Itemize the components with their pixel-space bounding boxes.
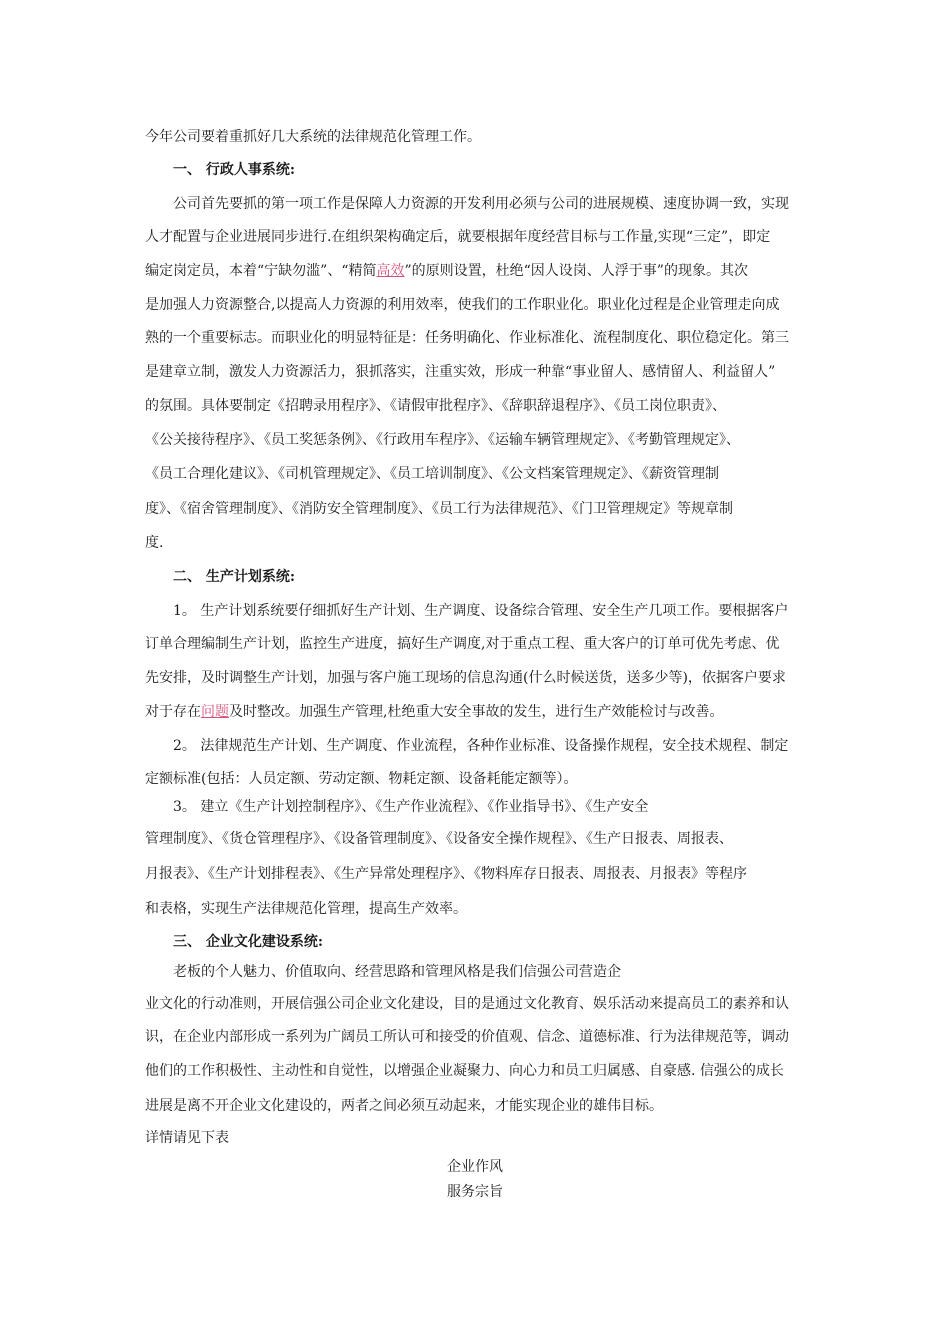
paragraph-line: 进展是离不开企业文化建设的，两者之间必须互动起来，才能实现企业的雄伟目标。 (145, 1098, 663, 1114)
paragraph-line (145, 702, 723, 722)
paragraph-line: 人才配置与企业进展同步进行.在组织架构确定后，就要根据年度经营目标与工作量,实现“三定”，即定 (145, 229, 771, 245)
paragraph-line: 订单合理编制生产计划，监控生产进度，搞好生产调度,对于重点工程、重大客户的订单可优先考虑、优 (145, 636, 780, 652)
text-segment: 编定岗定员，本着“宁缺勿滥”、“精简 (145, 263, 377, 279)
paragraph-line (145, 261, 748, 281)
paragraph-line: 2。 法律规范生产计划、生产调度、作业流程，各种作业标准、设备操作规程，安全技术规程、制定 (173, 738, 789, 754)
footer-note: 详情请见下表 (145, 1130, 229, 1146)
paragraph-line: 他们的工作积极性、主动性和自觉性，以增强企业凝聚力、向心力和员工归属感、自豪感. 信强公的成长 (145, 1063, 784, 1079)
paragraph-line: 的氛围。具体要制定《招聘录用程序》、《请假审批程序》、《辞职辞退程序》、《员工岗位职责》、 (145, 398, 726, 414)
section-heading-production: 二、 生产计划系统: (173, 569, 296, 585)
paragraph-line: 《公关接待程序》、《员工奖惩条例》、《行政用车程序》、《运输车辆管理规定》、《考勤管理规定》、 (145, 432, 740, 448)
section-heading-culture: 三、 企业文化建设系统: (173, 934, 324, 950)
table-label: 企业作风 (447, 1159, 503, 1175)
paragraph-line: 度》、《宿舍管理制度》、《消防安全管理制度》、《员工行为法律规范》、《门卫管理规定》等规章制 (145, 501, 733, 517)
paragraph-line: 是加强人力资源整合,以提高人力资源的利用效率，使我们的工作职业化。职业化过程是企业管理走向成 (145, 297, 780, 313)
paragraph-line: 是建章立制，激发人力资源活力，狠抓落实，注重实效，形成一种靠“事业留人、感情留人、利益留人” (145, 364, 776, 380)
paragraph-line: 和表格，实现生产法律规范化管理，提高生产效率。 (145, 901, 467, 917)
table-label: 服务宗旨 (447, 1184, 503, 1200)
section-heading-admin: 一、 行政人事系统: (173, 162, 296, 178)
paragraph-line: 识，在企业内部形成一系列为广阔员工所认可和接受的价值观、信念、道德标准、行为法律规范等，调动 (145, 1029, 789, 1045)
paragraph-line: 1。 生产计划系统要仔细抓好生产计划、生产调度、设备综合管理、安全生产几项工作。要根据客户 (173, 603, 789, 619)
paragraph-line: 公司首先要抓的第一项工作是保障人力资源的开发利用必须与公司的进展规模、速度协调一致，实现 (173, 196, 789, 212)
paragraph-line: 3。 建立《生产计划控制程序》、《生产作业流程》、《作业指导书》、《生产安全 (173, 799, 649, 815)
paragraph-line: 熟的一个重要标志。而职业化的明显特征是：任务明确化、作业标准化、流程制度化、职位稳定化。第三 (145, 330, 789, 346)
paragraph-line: 度. (145, 535, 164, 551)
paragraph-line: 管理制度》、《货仓管理程序》、《设备管理制度》、《设备安全操作规程》、《生产日报表、周报表、 (145, 831, 733, 847)
text-segment: 及时整改。加强生产管理,杜绝重大安全事故的发生，进行生产效能检讨与改善。 (229, 704, 724, 720)
text-segment: 对于存在 (145, 704, 201, 720)
paragraph-line: 定额标准(包括：人员定额、劳动定额、物耗定额、设备耗能定额等）。 (145, 771, 578, 787)
paragraph-line: 业文化的行动准则，开展信强公司企业文化建设，目的是通过文化教育、娱乐活动来提高员工的素养和认 (145, 996, 789, 1012)
link-problem[interactable]: 问题 (201, 704, 229, 720)
text-segment: ”的原则设置，杜绝“因人设岗、人浮于事”的现象。其次 (404, 263, 748, 279)
paragraph-line: 老板的个人魅力、价值取向、经营思路和管理风格是我们信强公司营造企 (173, 964, 621, 980)
link-efficiency[interactable]: 高效 (376, 263, 405, 279)
paragraph-line: 月报表》、《生产计划排程表》、《生产异常处理程序》、《物料库存日报表、周报表、月报表》等程序 (145, 866, 747, 882)
paragraph-line: 《员工合理化建议》、《司机管理规定》、《员工培训制度》、《公文档案管理规定》、《薪资管理制 (145, 466, 719, 482)
intro-paragraph: 今年公司要着重抓好几大系统的法律规范化管理工作。 (145, 129, 481, 145)
paragraph-line: 先安排，及时调整生产计划，加强与客户施工现场的信息沟通(什么时候送货，送多少等)，依据客户要求 (145, 670, 786, 686)
